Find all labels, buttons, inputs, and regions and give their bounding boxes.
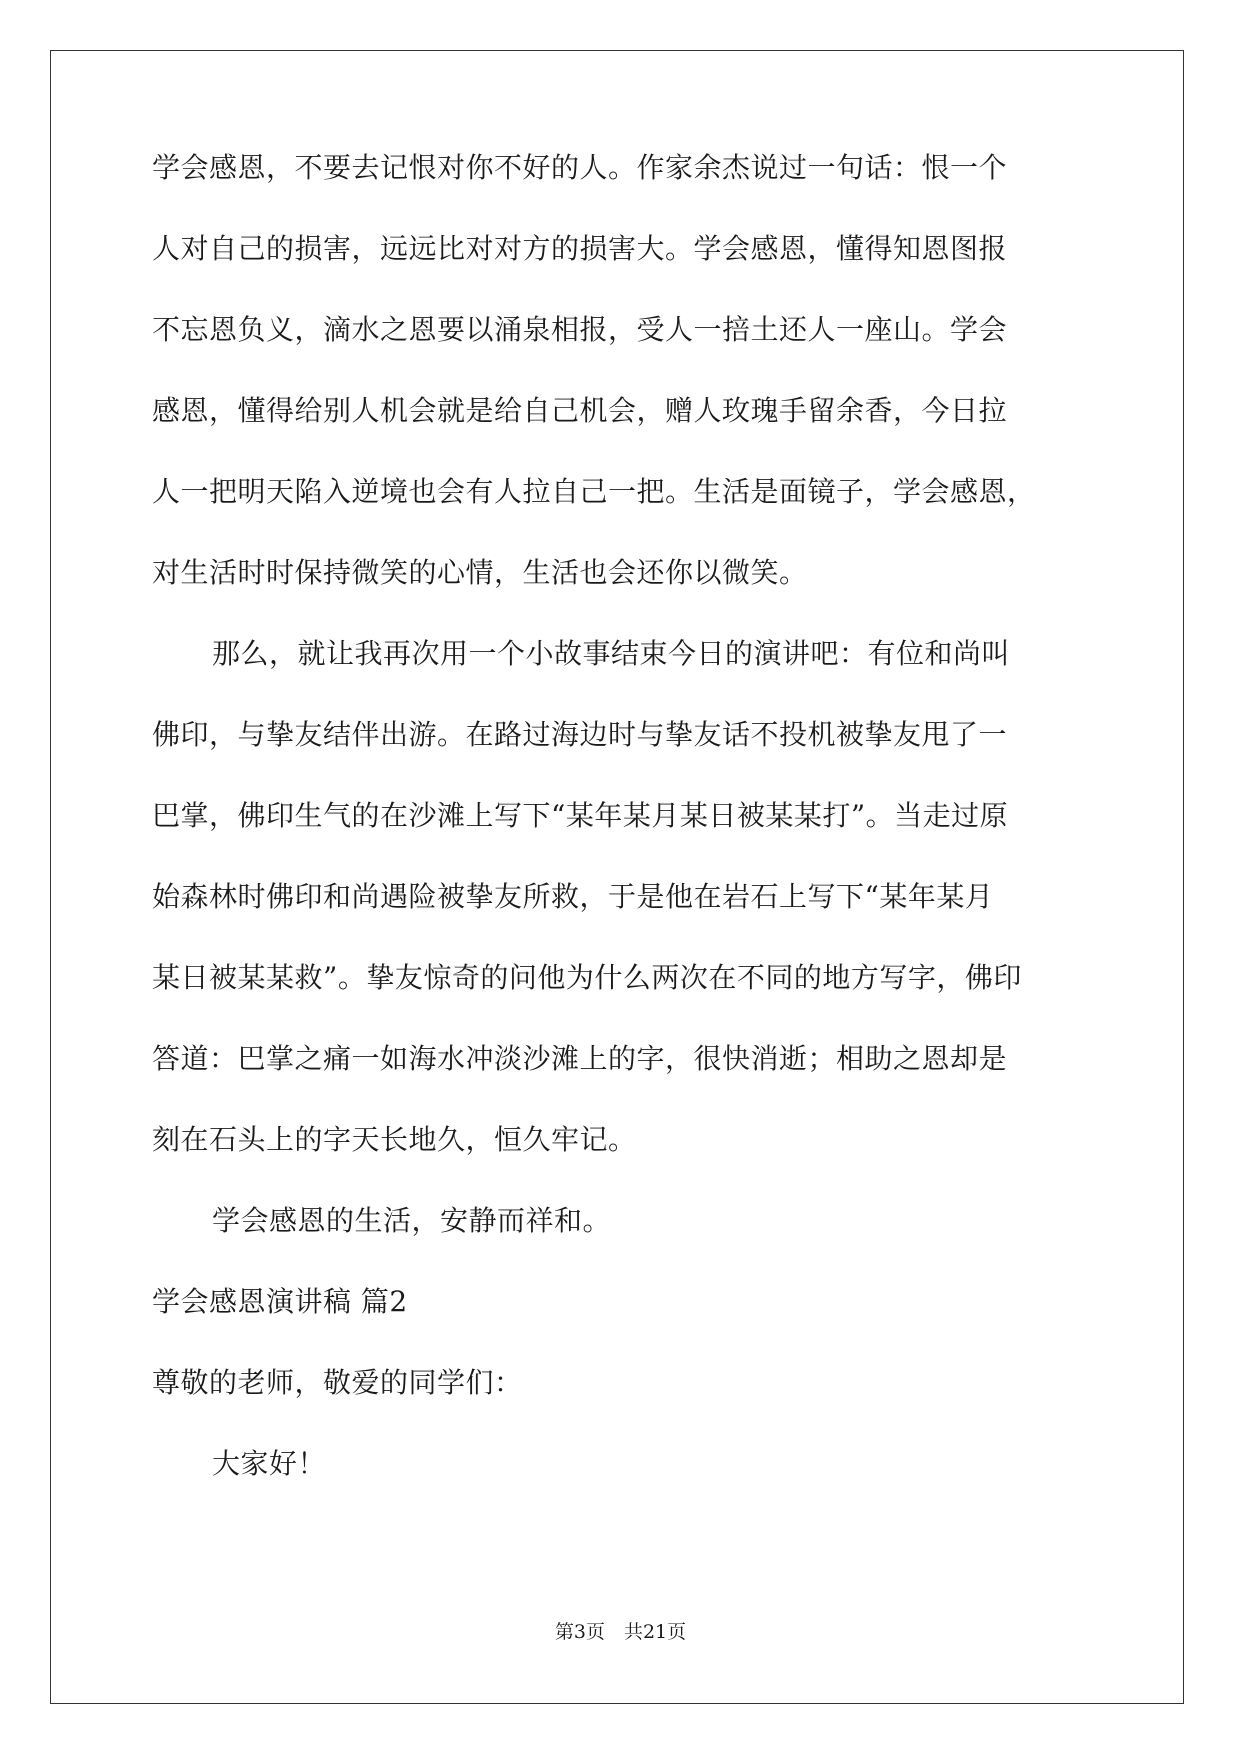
text-line: 对生活时时保持微笑的心情，生活也会还你以微笑。 [152,556,808,589]
text-line: 不忘恩负义，滴水之恩要以涌泉相报，受人一掊土还人一座山。学会 [152,313,1008,346]
text-line: 答道：巴掌之痛一如海水冲淡沙滩上的字，很快消逝；相助之恩却是 [152,1042,1008,1075]
text-line: 刻在石头上的字天长地久，恒久牢记。 [152,1123,637,1156]
text-line: 人一把明天陷入逆境也会有人拉自己一把。生活是面镜子，学会感恩， [152,475,1036,508]
page-number-footer: 第3页 共21页 [554,1621,687,1643]
text-line: 佛印，与挚友结伴出游。在路过海边时与挚友话不投机被挚友甩了一 [152,718,1008,751]
greeting: 大家好！ [212,1447,327,1480]
text-line: 学会感恩的生活，安静而祥和。 [212,1204,612,1237]
text-line: 那么，就让我再次用一个小故事结束今日的演讲吧：有位和尚叫 [212,637,1011,670]
text-line: 学会感恩，不要去记恨对你不好的人。作家余杰说过一句话：恨一个 [152,151,1008,184]
text-line: 人对自己的损害，远远比对对方的损害大。学会感恩，懂得知恩图报 [152,232,1008,265]
text-line: 巴掌，佛印生气的在沙滩上写下“某年某月某日被某某打”。当走过原 [152,799,1009,832]
section-heading: 学会感恩演讲稿 篇2 [152,1285,408,1318]
text-line: 感恩，懂得给别人机会就是给自己机会，赠人玫瑰手留余香，今日拉 [152,394,1008,427]
salutation: 尊敬的老师，敬爱的同学们： [152,1366,523,1399]
text-line: 某日被某某救”。挚友惊奇的问他为什么两次在不同的地方写字，佛印 [152,961,1022,994]
text-line: 始森林时佛印和尚遇险被挚友所救，于是他在岩石上写下“某年某月 [152,880,994,913]
document-body [152,150,1102,1527]
